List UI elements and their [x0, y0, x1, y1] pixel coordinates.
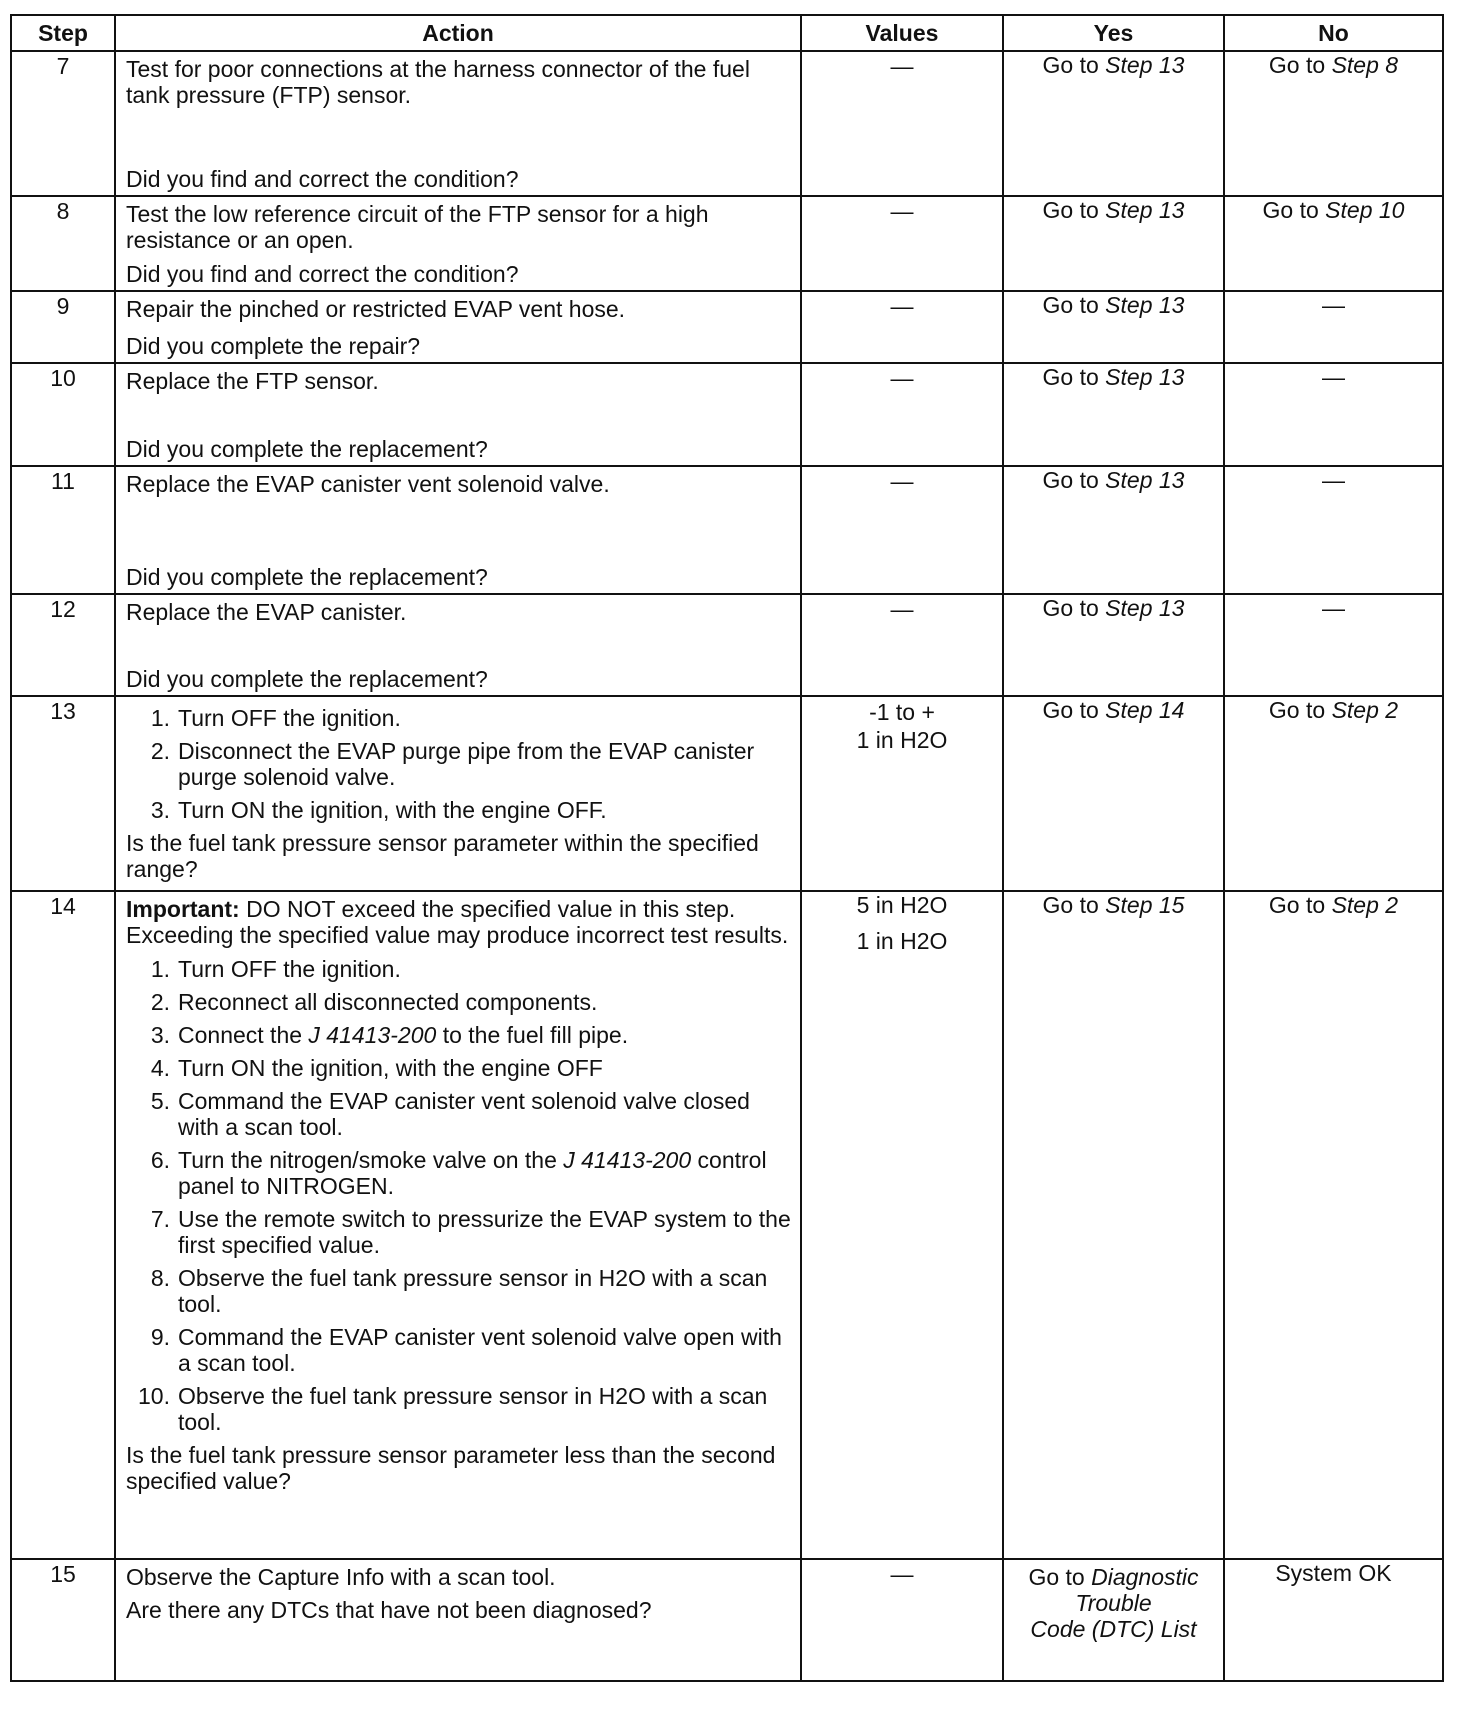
yes-cell	[1003, 291, 1224, 363]
list-item	[126, 1324, 792, 1376]
action-text: Replace the EVAP canister vent solenoid valve.	[126, 471, 610, 497]
no-step-link[interactable]: Step 2	[1331, 697, 1399, 723]
no-cell: —	[1224, 466, 1443, 594]
table-row	[11, 891, 1443, 1559]
table-row	[11, 196, 1443, 291]
table-row	[11, 51, 1443, 196]
header-action: Action	[115, 15, 801, 51]
list-item	[126, 797, 792, 823]
action-cell	[115, 196, 801, 291]
action-text: Test the low reference circuit of the FTP sensor for a high resistance or an open.	[126, 201, 709, 253]
list-item-number: 8.	[150, 1265, 170, 1291]
values-cell: —	[801, 51, 1003, 196]
step-number: 9	[11, 291, 115, 363]
action-text: Observe the Capture Info with a scan tool.	[126, 1564, 556, 1590]
action-question: Did you complete the repair?	[126, 333, 421, 359]
step-number: 15	[11, 1559, 115, 1681]
no-cell	[1224, 196, 1443, 291]
numbered-list	[126, 705, 792, 823]
action-text: Test for poor connections at the harness connector of the fuel tank pressure (FTP) sensor.	[126, 56, 750, 108]
action-cell	[115, 1559, 801, 1681]
action-question: Did you find and correct the condition?	[126, 261, 519, 287]
list-item-text: Use the remote switch to pressurize the EVAP system to the first specified value.	[178, 1206, 791, 1258]
list-item	[126, 1055, 792, 1081]
header-row	[11, 15, 1443, 51]
list-item-number: 1.	[150, 956, 170, 982]
go-to-label: Go to	[1042, 697, 1099, 723]
list-item-number: 2.	[150, 989, 170, 1015]
yes-step-link[interactable]: Step 14	[1105, 697, 1185, 723]
list-item-number: 10.	[138, 1383, 170, 1409]
yes-link-line[interactable]: Code (DTC) List	[1030, 1616, 1197, 1642]
value-line: 5 in H2O	[856, 892, 948, 918]
action-cell	[115, 363, 801, 466]
table-row	[11, 363, 1443, 466]
action-text: Repair the pinched or restricted EVAP vent hose.	[126, 296, 626, 322]
yes-link-line[interactable]: Trouble	[1075, 1590, 1152, 1616]
no-cell	[1224, 891, 1443, 1559]
go-to-label: Go to	[1042, 892, 1099, 918]
list-item-text: Command the EVAP canister vent solenoid valve closed with a scan tool.	[178, 1088, 750, 1140]
go-to-label: Go to	[1268, 697, 1326, 723]
yes-step-link[interactable]: Step 15	[1105, 892, 1185, 918]
action-cell	[115, 891, 801, 1559]
step-number: 11	[11, 466, 115, 594]
no-step-link[interactable]: Step 8	[1331, 52, 1399, 78]
yes-link-group[interactable]	[1008, 1564, 1219, 1642]
go-to-label: Go to	[1268, 892, 1326, 918]
go-to-label: Go to	[1042, 197, 1099, 223]
values-cell	[801, 891, 1003, 1559]
action-question: Did you complete the replacement?	[126, 666, 488, 692]
list-item-number: 3.	[150, 1022, 170, 1048]
list-item	[126, 1206, 792, 1258]
action-question: Is the fuel tank pressure sensor parameter less than the second specified value?	[126, 1442, 776, 1494]
value-line: 1 in H2O	[856, 727, 948, 753]
no-step-link[interactable]: Step 2	[1331, 892, 1399, 918]
no-cell: —	[1224, 594, 1443, 696]
list-item-number: 4.	[150, 1055, 170, 1081]
list-item-number: 3.	[150, 797, 170, 823]
list-item-text-part: Connect the	[178, 1022, 309, 1048]
go-to-label: Go to	[1042, 52, 1099, 78]
yes-step-link[interactable]: Step 13	[1105, 467, 1185, 493]
no-cell: —	[1224, 363, 1443, 466]
values-cell	[801, 696, 1003, 891]
important-note	[126, 896, 792, 948]
action-question: Is the fuel tank pressure sensor parameter within the specified range?	[126, 830, 759, 882]
action-cell	[115, 51, 801, 196]
go-to-label: Go to	[1268, 52, 1326, 78]
no-cell: —	[1224, 291, 1443, 363]
action-cell	[115, 696, 801, 891]
yes-cell	[1003, 594, 1224, 696]
yes-cell	[1003, 891, 1224, 1559]
list-item	[126, 1265, 792, 1317]
step-number: 7	[11, 51, 115, 196]
values-cell: —	[801, 1559, 1003, 1681]
list-item	[126, 1022, 792, 1048]
list-item-text: Observe the fuel tank pressure sensor in H2O with a scan tool.	[178, 1383, 768, 1435]
table-row	[11, 466, 1443, 594]
values-cell: —	[801, 594, 1003, 696]
list-item-text: Disconnect the EVAP purge pipe from the EVAP canister purge solenoid valve.	[178, 738, 755, 790]
no-cell	[1224, 696, 1443, 891]
yes-step-link[interactable]: Step 13	[1105, 292, 1185, 318]
action-question: Did you complete the replacement?	[126, 564, 488, 590]
list-item	[126, 738, 792, 790]
yes-cell	[1003, 1559, 1224, 1681]
values-cell: —	[801, 363, 1003, 466]
table-row	[11, 696, 1443, 891]
go-to-label: Go to	[1028, 1564, 1085, 1590]
list-item-text: Observe the fuel tank pressure sensor in H2O with a scan tool.	[178, 1265, 768, 1317]
header-yes: Yes	[1003, 15, 1224, 51]
value-line: -1 to +	[869, 699, 935, 725]
header-values: Values	[801, 15, 1003, 51]
no-step-link[interactable]: Step 10	[1325, 197, 1405, 223]
table-row	[11, 291, 1443, 363]
values-cell: —	[801, 196, 1003, 291]
yes-cell	[1003, 51, 1224, 196]
list-item-text: Command the EVAP canister vent solenoid valve open with a scan tool.	[178, 1324, 782, 1376]
go-to-label: Go to	[1262, 197, 1319, 223]
yes-cell	[1003, 196, 1224, 291]
list-item-text: Turn ON the ignition, with the engine OFF	[178, 1055, 603, 1081]
list-item-text-part: Turn the nitrogen/smoke valve on the	[178, 1147, 564, 1173]
yes-cell	[1003, 696, 1224, 891]
values-cell: —	[801, 466, 1003, 594]
go-to-label: Go to	[1042, 595, 1099, 621]
list-item-text: Turn OFF the ignition.	[178, 956, 401, 982]
list-item-number: 7.	[150, 1206, 170, 1232]
important-label: Important:	[126, 896, 240, 922]
list-item-number: 6.	[150, 1147, 170, 1173]
action-cell	[115, 594, 801, 696]
step-number: 13	[11, 696, 115, 891]
action-question: Did you find and correct the condition?	[126, 166, 519, 192]
list-item-text: Reconnect all disconnected components.	[178, 989, 598, 1015]
table-row	[11, 594, 1443, 696]
list-item	[126, 1088, 792, 1140]
action-text: Replace the EVAP canister.	[126, 599, 407, 625]
step-number: 12	[11, 594, 115, 696]
header-step: Step	[11, 15, 115, 51]
value-line: 1 in H2O	[856, 928, 948, 954]
yes-link-line[interactable]: Diagnostic	[1091, 1564, 1199, 1590]
yes-step-link[interactable]: Step 13	[1105, 52, 1185, 78]
list-item-text-part: control panel to NITROGEN.	[178, 1147, 767, 1199]
values-cell: —	[801, 291, 1003, 363]
table-row	[11, 1559, 1443, 1681]
numbered-list	[126, 956, 792, 1435]
diagnostic-table	[10, 14, 1444, 1682]
action-cell	[115, 291, 801, 363]
list-item	[126, 705, 792, 731]
list-item-text	[178, 1147, 792, 1199]
yes-step-link[interactable]: Step 13	[1105, 364, 1185, 390]
list-item	[126, 989, 792, 1015]
diagnostic-table-container	[10, 14, 1442, 1682]
list-item-text: Turn ON the ignition, with the engine OFF.	[178, 797, 607, 823]
yes-step-link[interactable]: Step 13	[1105, 595, 1185, 621]
go-to-label: Go to	[1042, 467, 1099, 493]
action-text: Replace the FTP sensor.	[126, 368, 379, 394]
list-item-text	[178, 1022, 792, 1048]
list-item-text: Turn OFF the ignition.	[178, 705, 401, 731]
list-item-number: 9.	[150, 1324, 170, 1350]
list-item	[126, 956, 792, 982]
step-number: 8	[11, 196, 115, 291]
list-item	[126, 1383, 792, 1435]
list-item-number: 1.	[150, 705, 170, 731]
step-number: 14	[11, 891, 115, 1559]
list-item-number: 5.	[150, 1088, 170, 1114]
tool-reference: J 41413-200	[563, 1147, 692, 1173]
step-number: 10	[11, 363, 115, 466]
tool-reference: J 41413-200	[308, 1022, 437, 1048]
go-to-label: Go to	[1042, 292, 1099, 318]
action-cell	[115, 466, 801, 594]
action-question: Did you complete the replacement?	[126, 436, 488, 462]
list-item	[126, 1147, 792, 1199]
list-item-number: 2.	[150, 738, 170, 764]
yes-step-link[interactable]: Step 13	[1105, 197, 1185, 223]
header-no: No	[1224, 15, 1443, 51]
no-cell	[1224, 51, 1443, 196]
action-question: Are there any DTCs that have not been diagnosed?	[126, 1597, 652, 1623]
important-text: DO NOT exceed the specified value in this step. Exceeding the specified value may produce incorrect test results.	[126, 896, 789, 948]
no-cell: System OK	[1224, 1559, 1443, 1681]
go-to-label: Go to	[1042, 364, 1099, 390]
yes-cell	[1003, 363, 1224, 466]
list-item-text-part: to the fuel fill pipe.	[436, 1022, 629, 1048]
yes-cell	[1003, 466, 1224, 594]
